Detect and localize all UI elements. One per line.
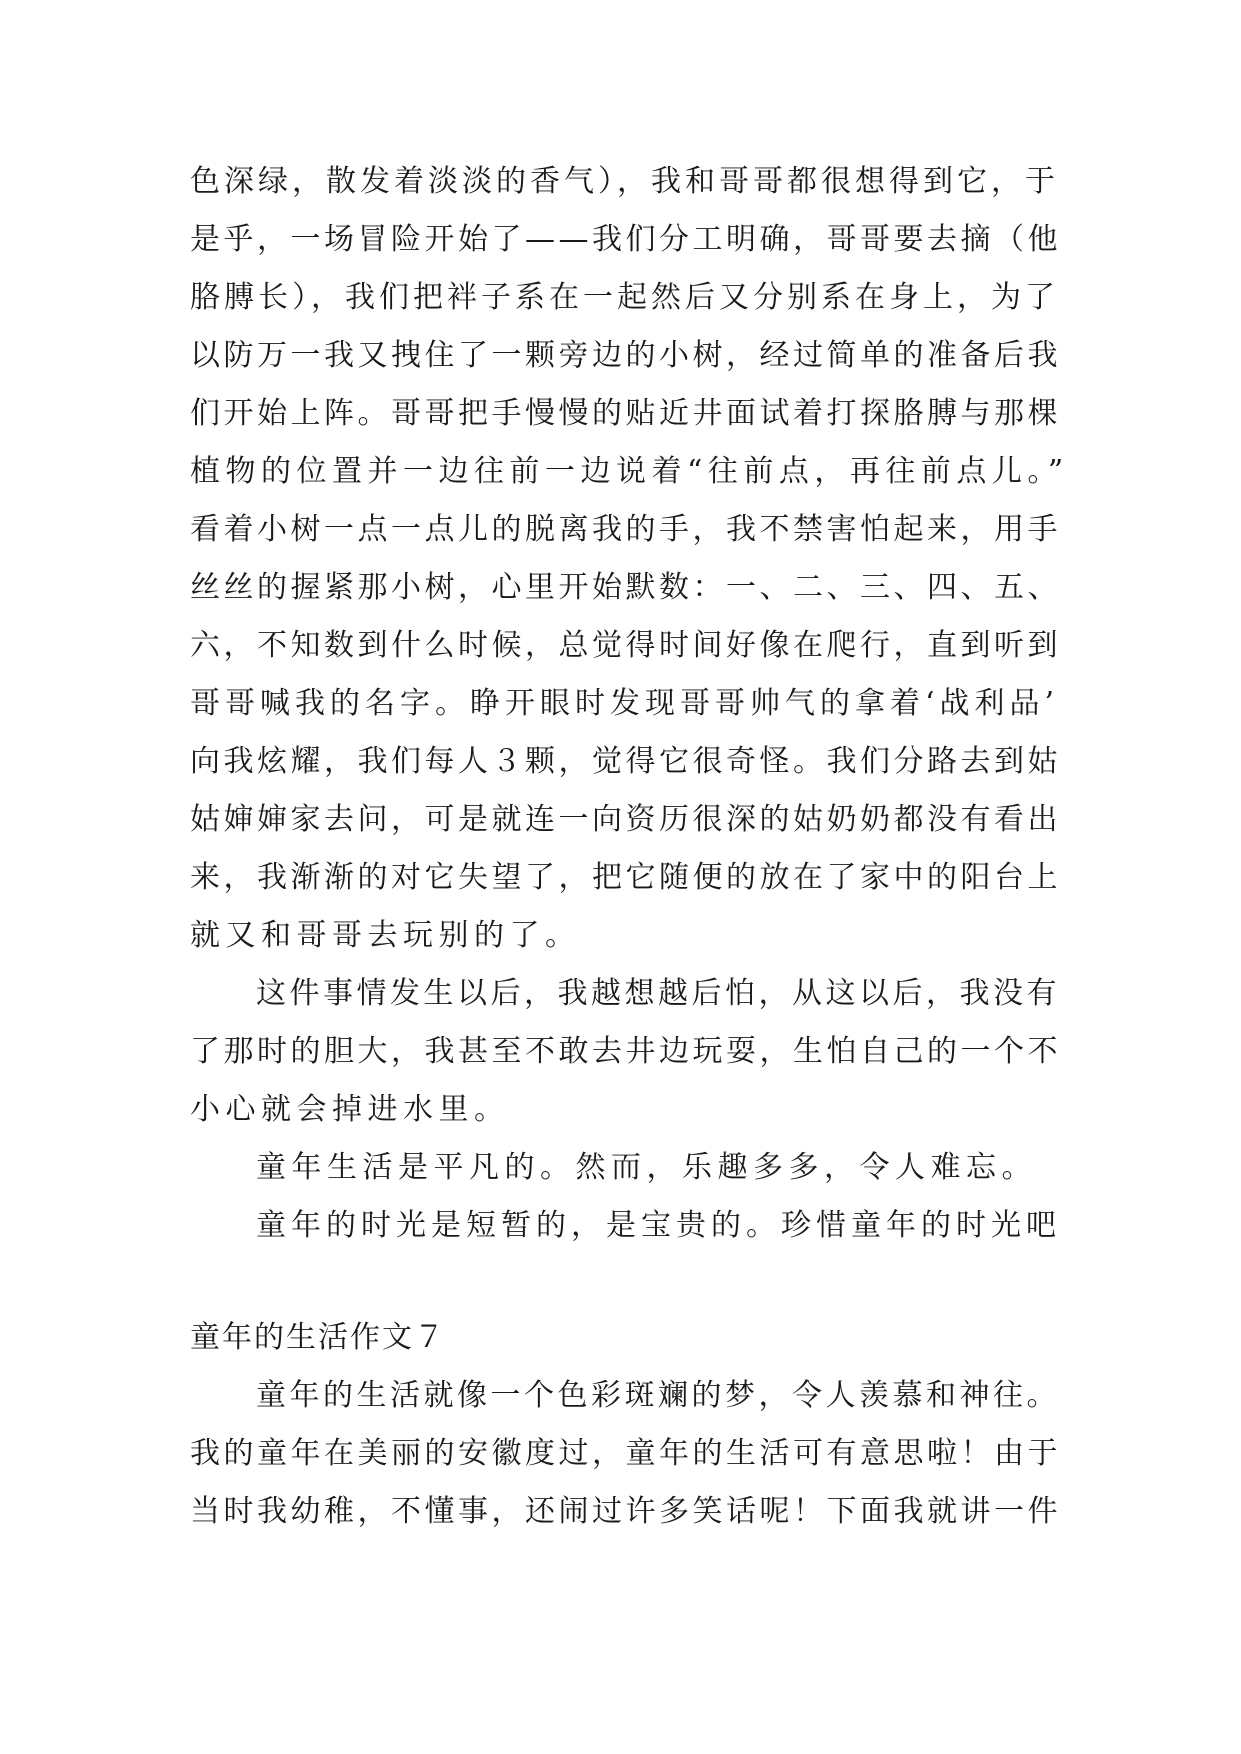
paragraph-line: 是乎，一场冒险开始了——我们分工明确，哥哥要去摘（他 — [190, 222, 1061, 257]
paragraph-line: 童年的时光是短暂的，是宝贵的。珍惜童年的时光吧 — [256, 1208, 1061, 1243]
paragraph-line: 就又和哥哥去玩别的了。 — [190, 918, 581, 953]
paragraph-line: 丝丝的握紧那小树，心里开始默数：一、二、三、四、五、 — [190, 570, 1061, 605]
paragraph-line: 这件事情发生以后，我越想越后怕，从这以后，我没有 — [256, 976, 1060, 1011]
section-heading: 童年的生活作文７ — [190, 1320, 446, 1355]
paragraph-line: 色深绿，散发着淡淡的香气），我和哥哥都很想得到它，于 — [190, 164, 1059, 199]
paragraph-line: 以防万一我又拽住了一颗旁边的小树，经过简单的准备后我 — [190, 338, 1061, 373]
paragraph-line: 来，我渐渐的对它失望了，把它随便的放在了家中的阳台上 — [190, 860, 1061, 895]
paragraph-line: 姑婶婶家去问，可是就连一向资历很深的姑奶奶都没有看出 — [190, 802, 1061, 837]
paragraph-line: 向我炫耀，我们每人３颗，觉得它很奇怪。我们分路去到姑 — [190, 744, 1061, 779]
paragraph-line: 我的童年在美丽的安徽度过，童年的生活可有意思啦！由于 — [190, 1436, 1061, 1471]
paragraph-line: 六，不知数到什么时候，总觉得时间好像在爬行，直到听到 — [190, 628, 1061, 663]
paragraph-line: 看着小树一点一点儿的脱离我的手，我不禁害怕起来，用手 — [190, 512, 1061, 547]
paragraph-line: 童年的生活就像一个色彩斑斓的梦，令人羡慕和神往。 — [256, 1378, 1060, 1413]
paragraph-line: 了那时的胆大，我甚至不敢去井边玩耍，生怕自己的一个不 — [190, 1034, 1061, 1069]
paragraph-line: 胳膊长），我们把袢子系在一起然后又分别系在身上，为了 — [190, 280, 1059, 315]
paragraph-line: 哥哥喊我的名字。睁开眼时发现哥哥帅气的拿着‘战利品’ — [190, 686, 1060, 721]
paragraph-line: 童年生活是平凡的。然而，乐趣多多，令人难忘。 — [256, 1150, 1037, 1185]
paragraph-line: 们开始上阵。哥哥把手慢慢的贴近井面试着打探胳膊与那棵 — [190, 396, 1061, 431]
paragraph-line: 植物的位置并一边往前一边说着“往前点，再往前点儿。” — [190, 454, 1069, 489]
paragraph-line: 当时我幼稚，不懂事，还闹过许多笑话呢！下面我就讲一件 — [190, 1494, 1061, 1529]
paragraph-line: 小心就会掉进水里。 — [190, 1092, 510, 1127]
